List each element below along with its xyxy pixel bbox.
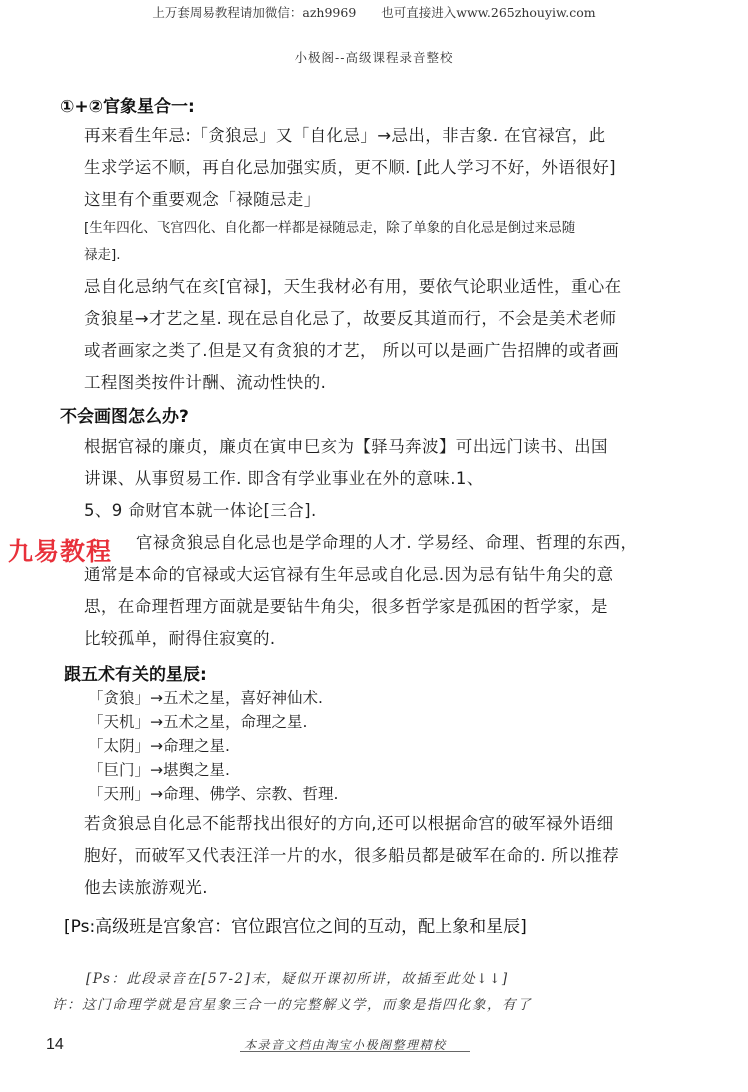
- paragraph-line: 官禄贪狼忌自化忌也是学命理的人才. 学易经、命理、哲理的东西，: [136, 533, 638, 552]
- paragraph-line: 这里有个重要观念「禄随忌走」: [84, 190, 321, 209]
- star-item-tanlang: 「贪狼」→五术之星，喜好神仙术.: [88, 689, 323, 707]
- section-title-2: 不会画图怎么办?: [60, 407, 189, 427]
- footer-underline: [240, 1051, 470, 1052]
- page-number: 14: [46, 1036, 64, 1053]
- paragraph-line: 胞好，而破军又代表汪洋一片的水，很多船员都是破军在命的. 所以推荐: [84, 846, 620, 865]
- paragraph-line: 比较孤单，耐得住寂寞的.: [84, 629, 276, 648]
- footer-text: 本录音文档由淘宝小极阁整理精校: [244, 1038, 447, 1052]
- paragraph-line: 讲课、从事贸易工作. 即含有学业事业在外的意味.1、: [84, 469, 484, 488]
- note-line: 禄走].: [84, 247, 121, 263]
- header-ad-line: 上万套周易教程请加微信：azh9969 也可直接进入www.265zhouyiw.com: [152, 5, 596, 20]
- note-line: [生年四化、飞宫四化、自化都一样都是禄随忌走，除了单象的自化忌是倒过来忌随: [84, 220, 576, 236]
- paragraph-line: 生求学运不顺，再自化忌加强实质，更不顺. [此人学习不好，外语很好]: [84, 158, 616, 177]
- paragraph-line: 他去读旅游观光.: [84, 878, 208, 897]
- ps-note: [Ps:高级班是宫象宫：官位跟宫位之间的互动，配上象和星辰]: [64, 917, 527, 937]
- paragraph-line: 若贪狼忌自化忌不能帮找出很好的方向,还可以根据命宫的破军禄外语细: [84, 814, 614, 833]
- watermark-logo: 九易教程: [8, 537, 113, 566]
- paragraph-line: 工程图类按件计酬、流动性快的.: [84, 373, 327, 392]
- section-title-1: ①+②官象星合一:: [60, 97, 195, 117]
- paragraph-line: 贪狼星→才艺之星. 现在忌自化忌了，故要反其道而行，不会是美术老师: [84, 309, 617, 328]
- paragraph-line: 或者画家之类了.但是又有贪狼的才艺， 所以可以是画广告招牌的或者画: [84, 341, 620, 360]
- paragraph-line: 思，在命理哲理方面就是要钻牛角尖，很多哲学家是孤困的哲学家，是: [84, 597, 608, 616]
- handwritten-note: [Ps：此段录音在[57-2]末，疑似开课初所讲，故插至此处↓↓]: [86, 971, 509, 987]
- section-title-3: 跟五术有关的星辰:: [64, 665, 207, 685]
- star-item-tianxing: 「天刑」→命理、佛学、宗教、哲理.: [88, 785, 339, 803]
- paragraph-line: 忌自化忌纳气在亥[官禄]，天生我材必有用，要依气论职业适性，重心在: [84, 277, 622, 296]
- header-subtitle: 小极阁--高级课程录音整校: [294, 50, 454, 65]
- paragraph-line: 5、9 命财官本就一体论[三合].: [84, 501, 317, 520]
- star-item-jumen: 「巨门」→堪舆之星.: [88, 761, 230, 779]
- star-item-tianji: 「天机」→五术之星，命理之星.: [88, 713, 308, 731]
- paragraph-line: 再来看生年忌:「贪狼忌」又「自化忌」→忌出，非吉象. 在官禄宫，此: [84, 126, 606, 145]
- paragraph-line: 根据官禄的廉贞，廉贞在寅申巳亥为【驿马奔波】可出远门读书、出国: [84, 437, 608, 456]
- handwritten-note: 许：这门命理学就是宫星象三合一的完整解义学，而象是指四化象，有了: [52, 997, 532, 1013]
- star-item-taiyin: 「太阴」→命理之星.: [88, 737, 230, 755]
- paragraph-line: 通常是本命的官禄或大运官禄有生年忌或自化忌.因为忌有钻牛角尖的意: [84, 565, 614, 584]
